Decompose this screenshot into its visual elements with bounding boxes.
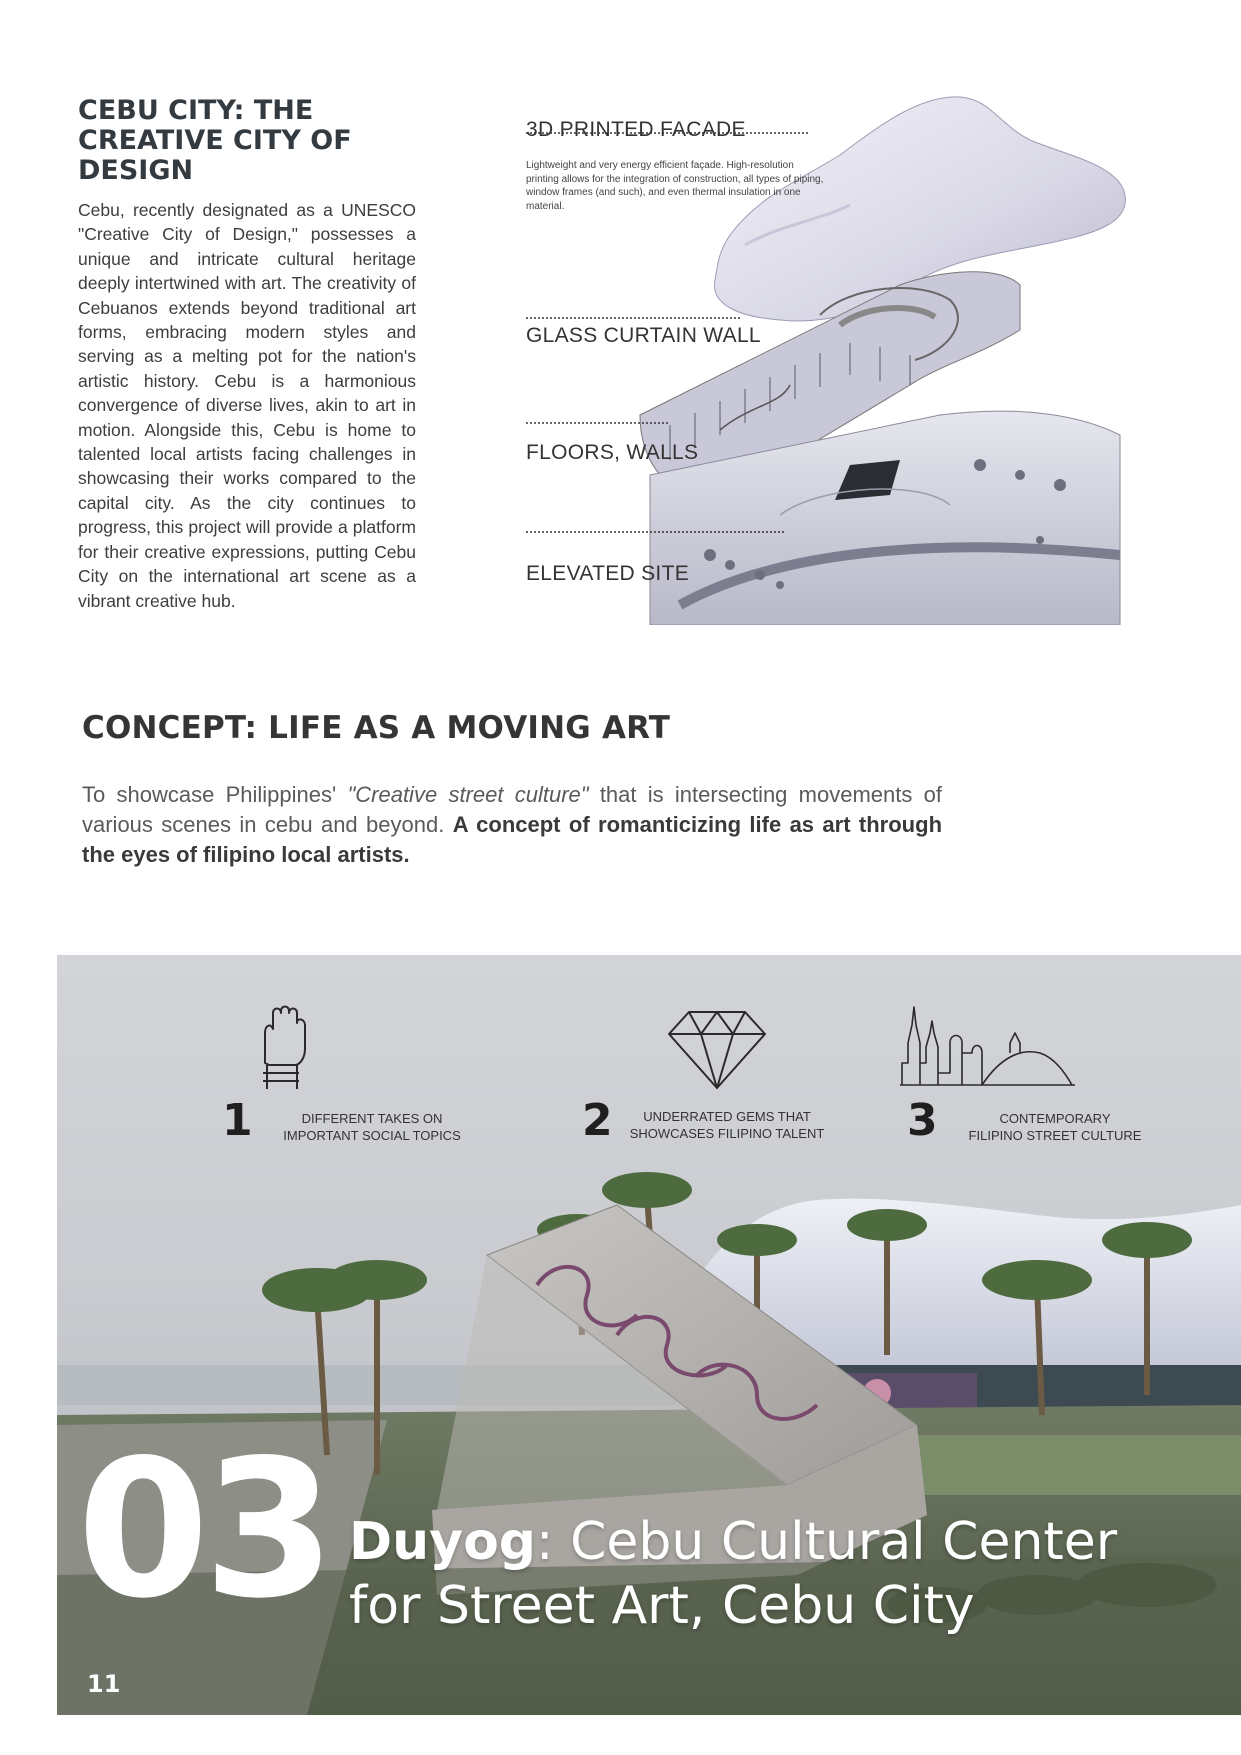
layer-label-site: ELEVATED SITE [526,562,689,585]
page-number: 11 [87,1670,121,1698]
intro-title: CEBU CITY: THE CREATIVE CITY OF DESIGN [78,95,352,186]
pillar-2-caption: UNDERRATED GEMS THAT SHOWCASES FILIPINO TALENT [629,1109,825,1141]
pillar-3 [847,955,1177,1155]
layer-label-facade: 3D PRINTED FACADE [526,118,746,141]
hero-render [57,955,1241,1715]
concept-body: To showcase Philippines' "Creative street culture" that is intersecting movements of various scenes in cebu and beyond. A concept of romanticizing life as art through the eyes of filipino local artists. [82,782,943,867]
pillar-3-caption: CONTEMPORARY FILIPINO STREET CULTURE [968,1111,1142,1143]
layer-note-facade: Lightweight and very energy efficient façade. High-resolution printing allows for the integration of construction, all types of piping, window frames (and such), and even thermal insulation in one material. [526,160,824,212]
pillar-2-number: 2 [582,1095,613,1146]
intro-body: Cebu, recently designated as a UNESCO "Creative City of Design," possesses a unique and intricate cultural heritage deeply intertwined with art. The creativity of Cebuanos extends beyond traditional art forms, embracing modern styles and serving as a melting pot for the nation's artistic history. Cebu is a harmonious convergence of diverse lives, akin to art in motion. Alongside this, Cebu is home to talented local artists facing challenges in showcasing their works compared to the capital city. As the city continues to progress, this project will provide a platform for their creative expressions, putting Cebu City on the international art scene as a vibrant creative hub. [78,200,416,611]
pillar-1-number: 1 [222,1095,253,1146]
layer-label-floors: FLOORS, WALLS [526,441,699,464]
raised-fist-icon [247,1003,317,1093]
cebu-skyline-icon [900,1003,1075,1093]
section-number: 03 [77,1419,330,1640]
layer-label-glass: GLASS CURTAIN WALL [526,324,761,347]
project-title: Duyog: Cebu Cultural Center for Street Art, Cebu City [349,1512,1118,1636]
gem-icon [667,1010,767,1090]
concept-title: CONCEPT: LIFE AS A MOVING ART [82,710,671,746]
pillar-2 [517,955,825,1155]
pillar-3-number: 3 [907,1095,938,1146]
pillar-1-caption: DIFFERENT TAKES ON IMPORTANT SOCIAL TOPICS [283,1111,461,1143]
pillar-1 [152,955,472,1155]
